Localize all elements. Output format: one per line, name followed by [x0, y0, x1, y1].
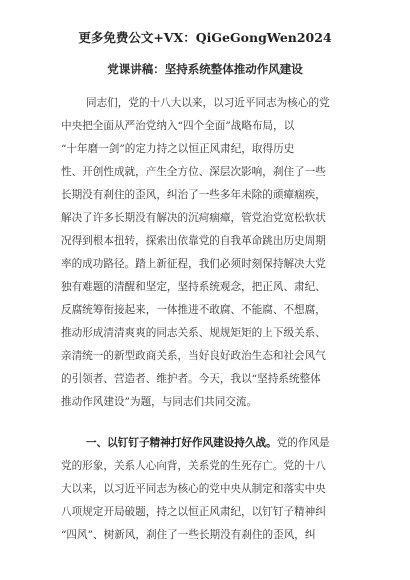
paragraph-line: 性、开创性成就，产生全方位、深层次影响，刹住了一些: [61, 166, 326, 178]
paragraph-line: 党的形象，关系人心向背，关系党的生死存亡。党的十八: [61, 460, 326, 472]
paragraph-line: “四风”、树新风，刹住了一些长期没有刹住的歪风，纠: [61, 529, 316, 541]
section-heading-line: [86, 436, 330, 450]
paragraph-line: 推动作风建设”为题，与同志们共同交流。: [61, 396, 258, 408]
paragraph-line: 中央把全面从严治党纳入“四个全面”战略布局，以: [61, 120, 295, 132]
paragraph-line: 解决了许多长期没有解决的沉疴痼瘴，管党治党宽松软状: [61, 212, 326, 224]
paragraph-line: 反腐统筹衔接起来，一体推进不敢腐、不能腐、不想腐，: [61, 304, 326, 316]
paragraph-line: 八项规定开局破题，持之以恒正风肃纪，以钉钉子精神纠: [61, 506, 326, 518]
paragraph-line: 的引领者、营造者、维护者。今天，我以“坚持系统整体: [61, 373, 321, 385]
paragraph-line: 长期没有刹住的歪风，纠治了一些多年未除的顽瘴痼疾，: [61, 189, 326, 201]
section-heading: 一、以钉钉子精神打好作风建设持久战。: [86, 437, 277, 449]
document-title: 党课讲稿：坚持系统整体推动作风建设: [107, 62, 303, 76]
paragraph-line: 推动形成清清爽爽的同志关系、规规矩矩的上下级关系、: [61, 327, 326, 339]
promo-header: 更多免费公文+VX：QiGeGongWen2024: [78, 30, 332, 45]
paragraph-line: 况得到根本扭转，探索出依靠党的自我革命跳出历史周期: [61, 235, 326, 247]
paragraph-line: 亲清统一的新型政商关系，当好良好政治生态和社会风气: [61, 350, 326, 362]
section-heading-continuation: 党的作风是: [276, 437, 330, 449]
paragraph-line: 大以来，以习近平同志为核心的党中央从制定和落实中央: [61, 483, 326, 495]
paragraph-line: 率的成功路径。踏上新征程，我们必须时刻保持解决大党: [61, 258, 326, 270]
paragraph-line: 独有难题的清醒和坚定，坚持系统观念，把正风、肃纪、: [61, 281, 326, 293]
paragraph-line: 同志们，党的十八大以来，以习近平同志为核心的党: [86, 97, 330, 109]
paragraph-line: “十年磨一剑”的定力持之以恒正风肃纪，取得历史: [61, 143, 295, 155]
